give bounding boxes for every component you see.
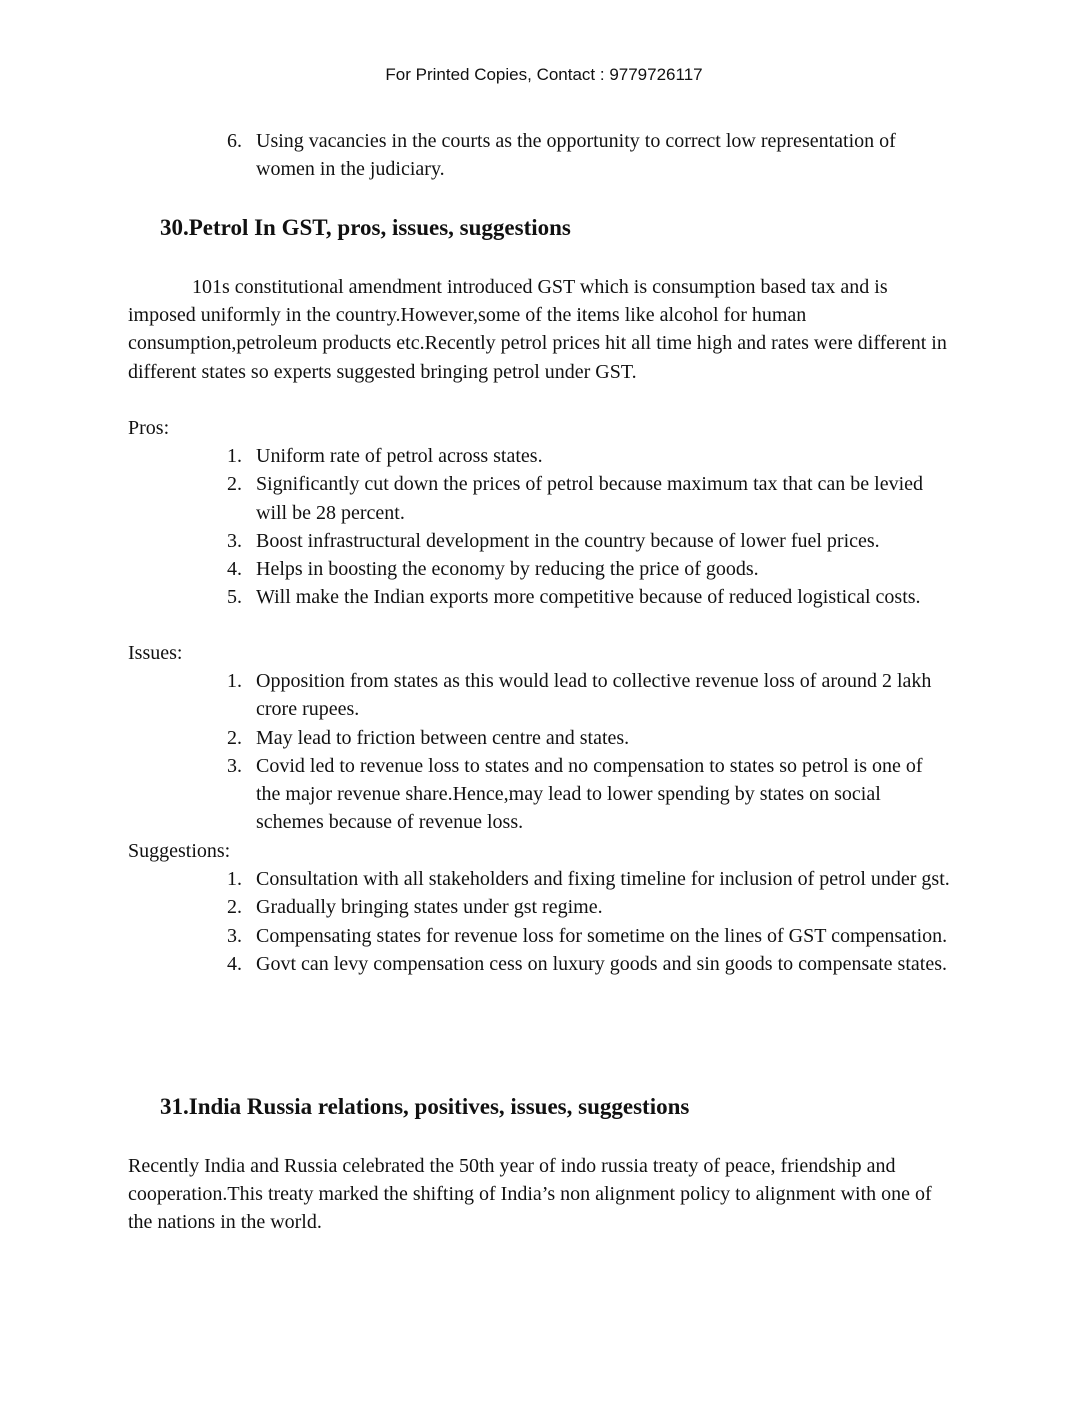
section-31-heading: 31.India Russia relations, positives, issues, suggestions (160, 1094, 690, 1119)
list-text: Consultation with all stakeholders and fixing timeline for inclusion of petrol under gst. (256, 868, 950, 891)
pros-list (128, 442, 950, 611)
suggestions-label: Suggestions: (128, 840, 231, 862)
list-item (128, 667, 950, 723)
list-number: 1. (227, 670, 242, 693)
list-text: Significantly cut down the prices of petrol because maximum tax that can be levied will be 28 percent. (256, 473, 924, 524)
list-item (128, 893, 950, 921)
list-number: 6. (227, 130, 242, 152)
issues-block (128, 639, 950, 836)
issues-label: Issues: (128, 642, 183, 664)
list-number: 5. (227, 586, 242, 609)
suggestions-block (128, 837, 950, 978)
list-number: 2. (227, 896, 242, 919)
list-text: Helps in boosting the economy by reducing the price of goods. (256, 558, 759, 581)
list-number: 4. (227, 952, 242, 975)
list-text: Gradually bringing states under gst regime. (256, 896, 603, 919)
section-30-heading: 30.Petrol In GST, pros, issues, suggestions (160, 215, 571, 240)
list-item (128, 752, 950, 837)
list-number: 2. (227, 726, 242, 749)
list-item (128, 555, 950, 583)
list-text: Covid led to revenue loss to states and no compensation to states so petrol is one of the major revenue share.Hence,may lead to lower spending by states on social schemes because of revenue loss. (256, 754, 923, 834)
list-number: 2. (227, 473, 242, 496)
list-text: Compensating states for revenue loss for sometime on the lines of GST compensation. (256, 924, 948, 947)
issues-list (128, 667, 950, 836)
list-item (128, 127, 950, 183)
pros-label: Pros: (128, 417, 170, 439)
list-item (128, 922, 950, 950)
list-item (128, 527, 950, 555)
list-text: May lead to friction between centre and states. (256, 726, 630, 749)
pros-block (128, 414, 950, 611)
list-number: 1. (227, 445, 242, 468)
list-item (128, 865, 950, 893)
section-30-intro: 101s constitutional amendment introduced GST which is consumption based tax and is imposed uniformly in the country.However,some of the items like alcohol for human consumption,petroleum products etc.Recently petrol prices hit all time high and rates were different in different states so experts suggested bringing petrol under GST. (128, 276, 947, 383)
list-number: 1. (227, 868, 242, 891)
list-text: Using vacancies in the courts as the opportunity to correct low representation of women in the judiciary. (256, 130, 896, 181)
list-text: Uniform rate of petrol across states. (256, 445, 543, 468)
list-number: 3. (227, 924, 242, 947)
list-number: 4. (227, 558, 242, 581)
list-text: Boost infrastructural development in the country because of lower fuel prices. (256, 529, 880, 552)
section-31-intro: Recently India and Russia celebrated the 50th year of indo russia treaty of peace, friendship and cooperation.This treaty marked the shifting of India’s non alignment policy to alignment with one of the nations in the world. (128, 1155, 932, 1234)
list-item (128, 583, 950, 611)
list-item (128, 470, 950, 526)
list-text: Govt can levy compensation cess on luxury goods and sin goods to compensate states. (256, 952, 947, 975)
list-item (128, 950, 950, 978)
list-text: Will make the Indian exports more competitive because of reduced logistical costs. (256, 586, 921, 609)
list-item (128, 442, 950, 470)
list-number: 3. (227, 529, 242, 552)
page-header: For Printed Copies, Contact : 9779726117 (385, 65, 703, 84)
list-text: Opposition from states as this would lead to collective revenue loss of around 2 lakh crore rupees. (256, 670, 932, 721)
previous-list (128, 127, 950, 183)
suggestions-list (128, 865, 950, 978)
list-item (128, 724, 950, 752)
list-number: 3. (227, 754, 242, 777)
